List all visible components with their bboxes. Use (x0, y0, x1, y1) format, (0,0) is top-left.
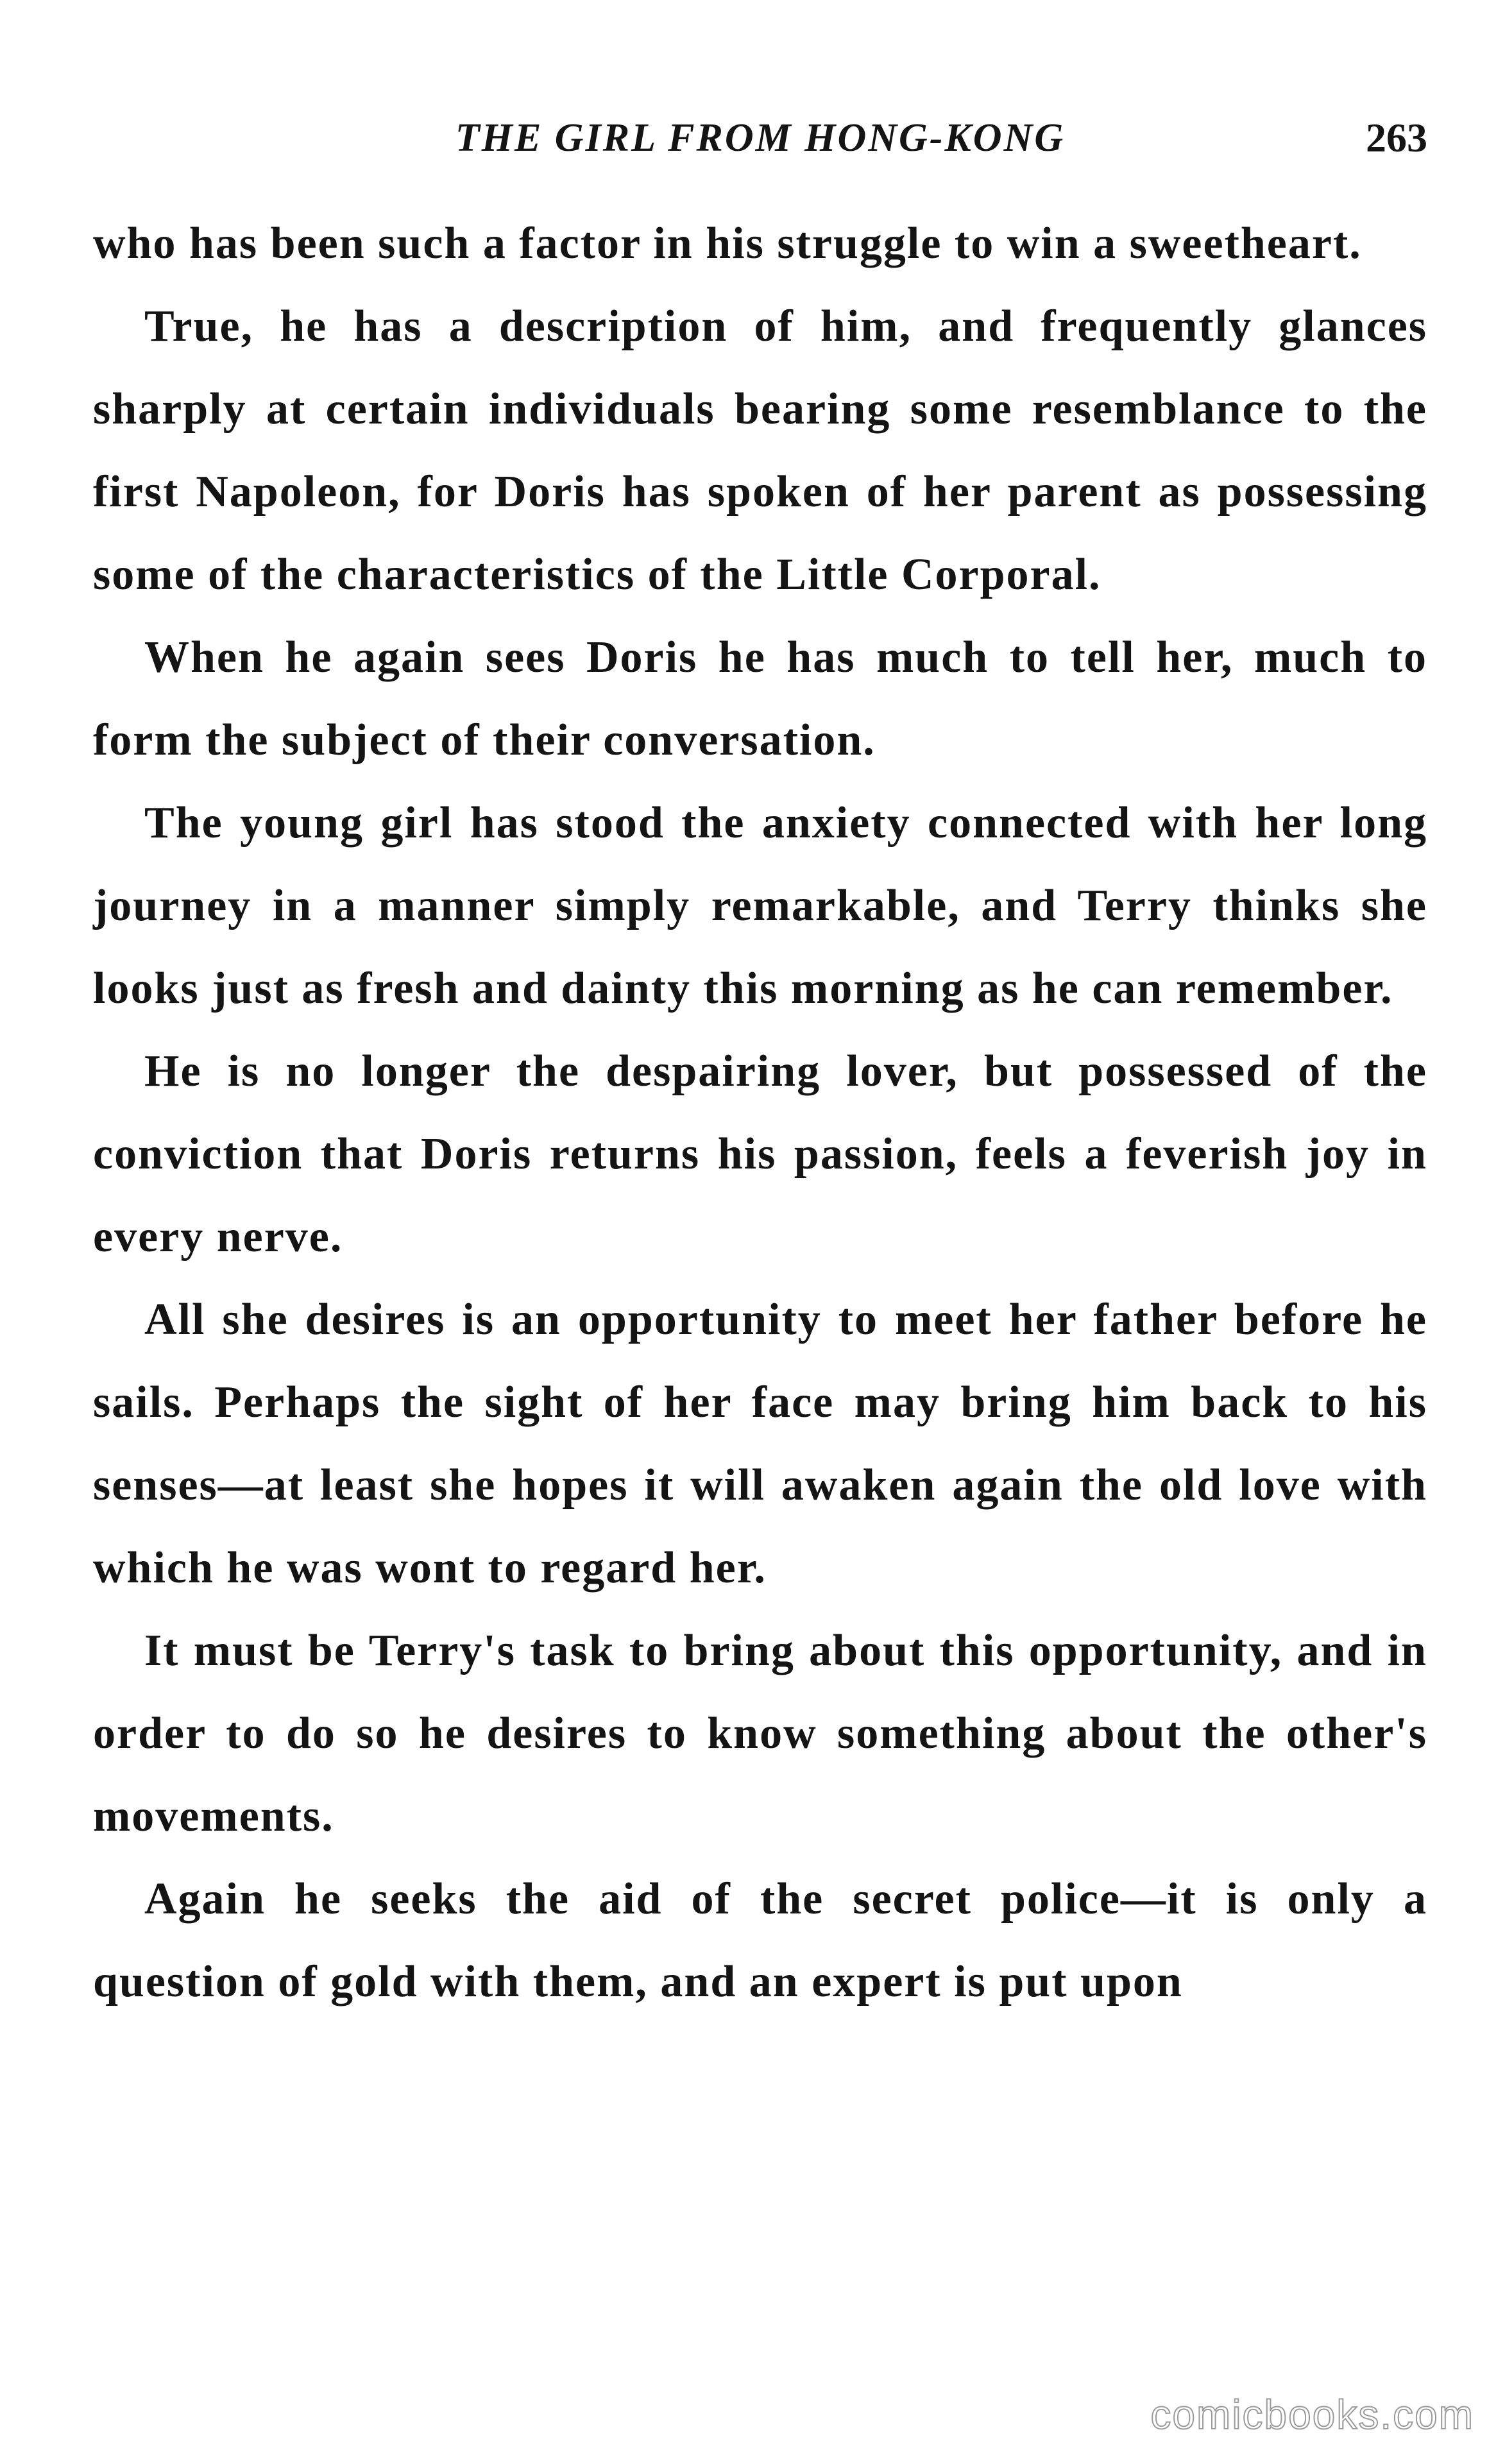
running-title: THE GIRL FROM HONG-KONG (455, 116, 1066, 160)
watermark: comicbooks.com (1150, 2391, 1474, 2438)
paragraph: When he again sees Doris he has much to tell her, much to form the subject of their conversation. (93, 633, 1427, 765)
paragraph: Again he seeks the aid of the secret police—it is only a question of gold with them, and an expert is put upon (93, 1874, 1427, 2006)
paragraph: The young girl has stood the anxiety connected with her long journey in a manner simply remarkable, and Terry thinks she looks just as fresh and dainty this morning as he can remember. (93, 798, 1427, 1013)
page-number: 263 (1366, 115, 1427, 160)
paragraph: He is no longer the despairing lover, but possessed of the conviction that Doris returns his passion, feels a feverish joy in every nerve. (93, 1047, 1427, 1262)
paragraph: who has been such a factor in his struggle to win a sweetheart. (93, 219, 1362, 268)
paragraph: It must be Terry's task to bring about this opportunity, and in order to do so he desires to know something about the other's movements. (93, 1626, 1427, 1841)
running-head (93, 106, 1427, 170)
paragraph: All she desires is an opportunity to meet her father before he sails. Perhaps the sight of her face may bring him back to his senses—at least she hopes it will awaken again the old love with which he was wont to regard her. (93, 1295, 1427, 1593)
body-text (93, 202, 1427, 2023)
paragraph: True, he has a description of him, and frequently glances sharply at certain individuals bearing some resemblance to the first Napoleon, for Doris has spoken of her parent as possessing some of the characteristics of the Little Corporal. (93, 302, 1427, 599)
